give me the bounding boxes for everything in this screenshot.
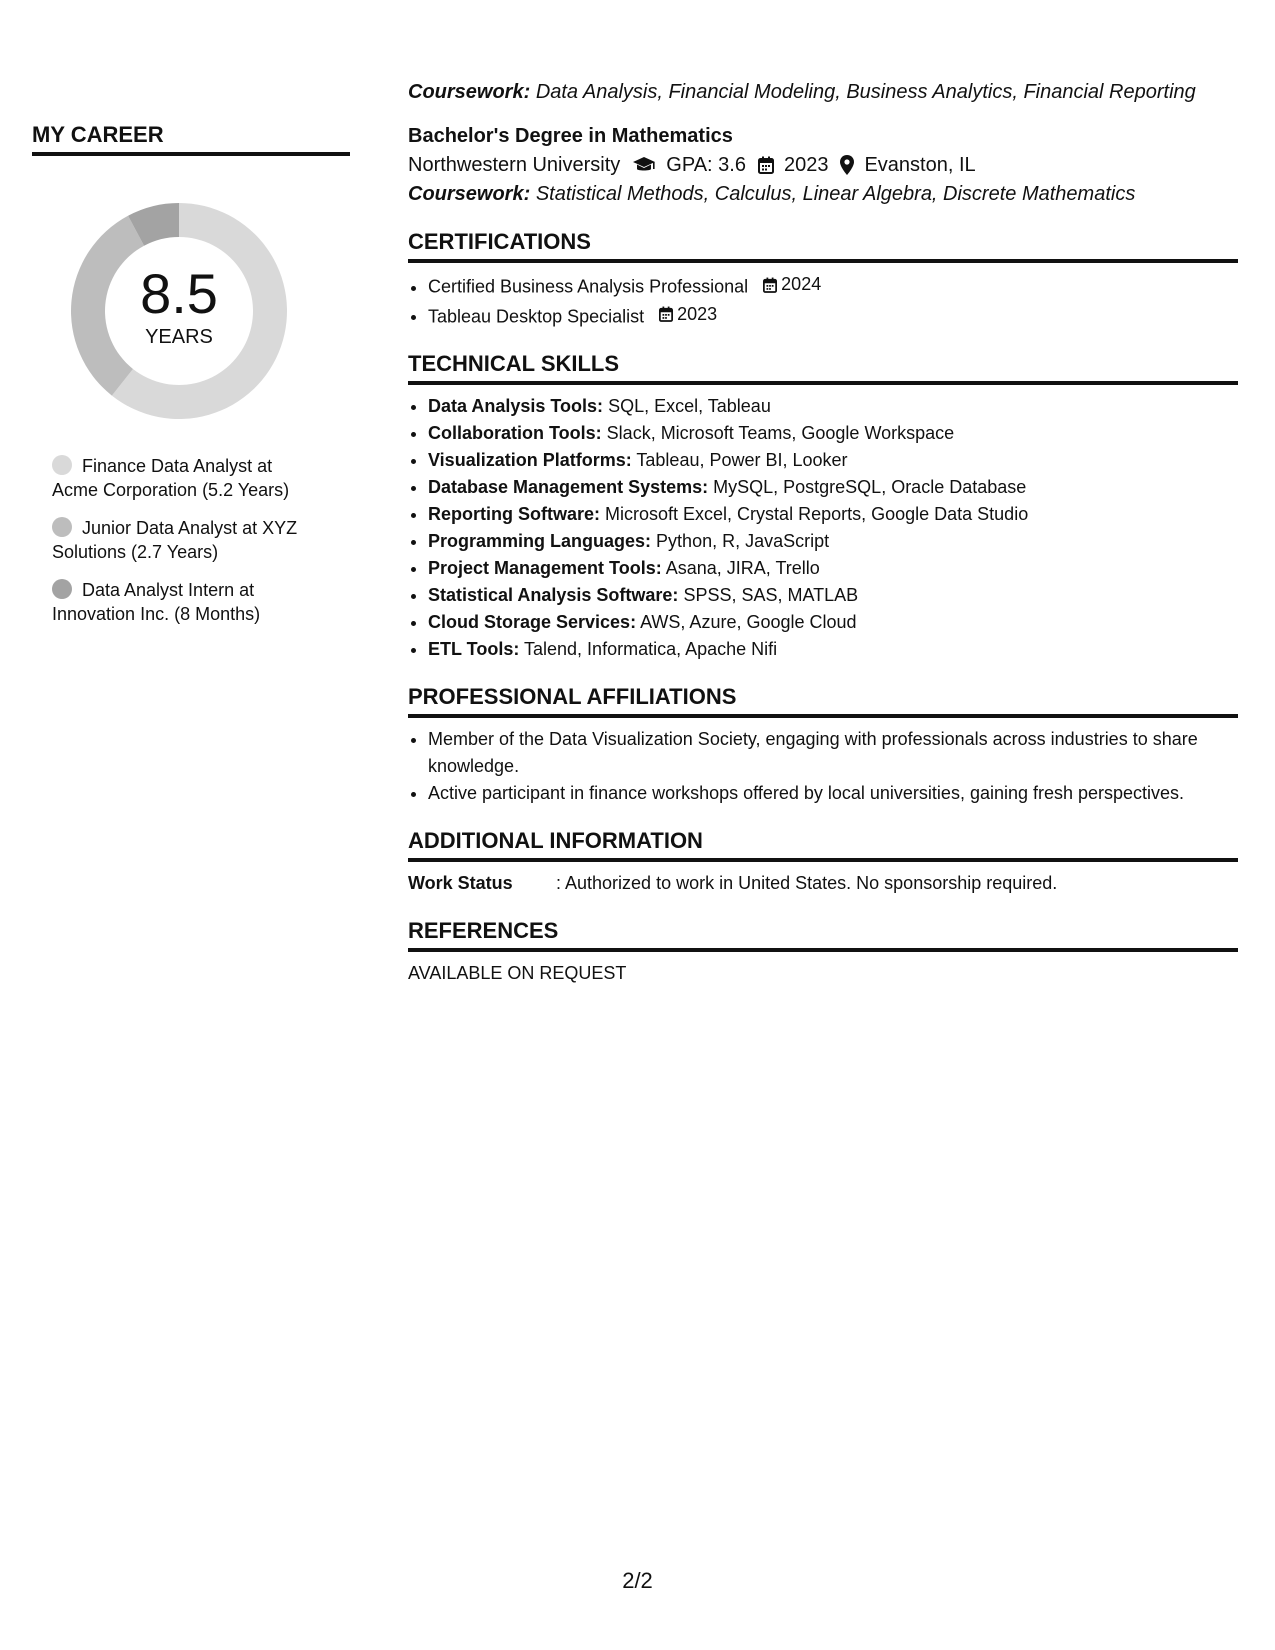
cert-name: Certified Business Analysis Professional: [428, 276, 749, 297]
legend-dot: [52, 579, 72, 599]
skill-value: Python, R, JavaScript: [656, 531, 830, 551]
list-item: [428, 609, 1238, 636]
list-item: [428, 555, 1238, 582]
work-status-label: Work Status: [408, 873, 513, 893]
affiliations-heading: PROFESSIONAL AFFILIATIONS: [408, 683, 1238, 718]
legend-dot: [52, 455, 72, 475]
list-item: • Active participant in finance workshops offered by local universities, gaining fresh perspectives.: [428, 780, 1238, 807]
skills-list: [408, 393, 1238, 663]
skill-label: Project Management Tools:: [428, 558, 662, 578]
skill-value: Talend, Informatica, Apache Nifi: [524, 639, 778, 659]
cert-year-text: 2023: [677, 303, 718, 324]
graduation-year: 2023: [783, 154, 829, 176]
list-item: [428, 271, 1238, 301]
coursework: [408, 180, 1238, 208]
legend-label: Data Analyst Intern at Innovation Inc. (8 Months): [52, 580, 261, 624]
school-location: Evanston, IL: [864, 154, 976, 176]
list-item: [428, 528, 1238, 555]
list-item: [428, 582, 1238, 609]
skill-value: Asana, JIRA, Trello: [665, 558, 820, 578]
prev-coursework: [408, 78, 1238, 106]
coursework-label: Coursework:: [408, 183, 531, 205]
career-legend: [52, 454, 350, 626]
skill-label: Cloud Storage Services:: [428, 612, 637, 632]
calendar-icon: [758, 156, 774, 174]
education-meta: [408, 150, 1238, 180]
skill-label: Database Management Systems:: [428, 477, 709, 497]
skill-value: SPSS, SAS, MATLAB: [683, 585, 859, 605]
skill-value: AWS, Azure, Google Cloud: [640, 612, 857, 632]
list-item: [428, 393, 1238, 420]
list-item: [428, 474, 1238, 501]
resume-main: [408, 78, 1238, 987]
list-item: [428, 636, 1238, 663]
work-status-value: : Authorized to work in United States. No sponsorship required.: [556, 873, 1058, 893]
coursework-text: Statistical Methods, Calculus, Linear Algebra, Discrete Mathematics: [535, 183, 1136, 205]
page-number: 2/2: [622, 1568, 653, 1593]
legend-label: Finance Data Analyst at Acme Corporation (5.2 Years): [52, 456, 290, 500]
coursework-text: Data Analysis, Financial Modeling, Business Analytics, Financial Reporting: [535, 81, 1196, 103]
certifications-list: [408, 271, 1238, 330]
affiliations-list: [408, 726, 1238, 807]
career-total-unit: YEARS: [145, 326, 213, 348]
donut-center: [64, 264, 294, 349]
location-pin-icon: [840, 155, 854, 175]
career-heading: MY CAREER: [32, 122, 350, 156]
legend-item: [52, 578, 322, 626]
legend-dot: [52, 517, 72, 537]
list-item: [428, 420, 1238, 447]
legend-item: [52, 454, 322, 502]
additional-info-heading: ADDITIONAL INFORMATION: [408, 827, 1238, 862]
school-name: Northwestern University: [408, 154, 621, 176]
skill-label: Data Analysis Tools:: [428, 396, 604, 416]
skill-label: Visualization Platforms:: [428, 450, 632, 470]
cert-year: [763, 271, 821, 298]
skill-value: Slack, Microsoft Teams, Google Workspace: [606, 423, 955, 443]
list-item: [428, 301, 1238, 331]
career-total-value: 8.5: [140, 262, 218, 325]
skill-value: Microsoft Excel, Crystal Reports, Google Data Studio: [605, 504, 1029, 524]
degree-title: Bachelor's Degree in Mathematics: [408, 125, 733, 147]
skill-label: Collaboration Tools:: [428, 423, 602, 443]
list-item: [428, 501, 1238, 528]
skill-value: Tableau, Power BI, Looker: [636, 450, 848, 470]
skill-value: SQL, Excel, Tableau: [608, 396, 771, 416]
skill-label: Programming Languages:: [428, 531, 652, 551]
legend-item: [52, 516, 322, 564]
career-donut-chart: [64, 196, 294, 426]
cert-year: [659, 301, 717, 328]
calendar-icon: [659, 306, 673, 322]
cert-year-text: 2024: [781, 274, 822, 294]
graduation-cap-icon: [632, 156, 656, 174]
skill-label: Reporting Software:: [428, 504, 601, 524]
gpa: GPA: 3.6: [666, 154, 746, 176]
list-item: • Member of the Data Visualization Society, engaging with professionals across industries to share knowledge.: [428, 726, 1238, 780]
skill-label: Statistical Analysis Software:: [428, 585, 679, 605]
career-sidebar: [32, 122, 350, 640]
skills-heading: TECHNICAL SKILLS: [408, 350, 1238, 385]
cert-name: Tableau Desktop Specialist: [428, 306, 645, 326]
work-status-row: [408, 870, 1238, 897]
skill-value: MySQL, PostgreSQL, Oracle Database: [713, 477, 1027, 497]
certifications-heading: CERTIFICATIONS: [408, 228, 1238, 263]
list-item: [428, 447, 1238, 474]
coursework-label: Coursework:: [408, 81, 531, 103]
skill-label: ETL Tools:: [428, 639, 520, 659]
legend-label: Junior Data Analyst at XYZ Solutions (2.7 Years): [52, 518, 298, 562]
calendar-icon: [763, 277, 777, 293]
references-heading: REFERENCES: [408, 917, 1238, 952]
references-text: AVAILABLE ON REQUEST: [408, 963, 627, 983]
